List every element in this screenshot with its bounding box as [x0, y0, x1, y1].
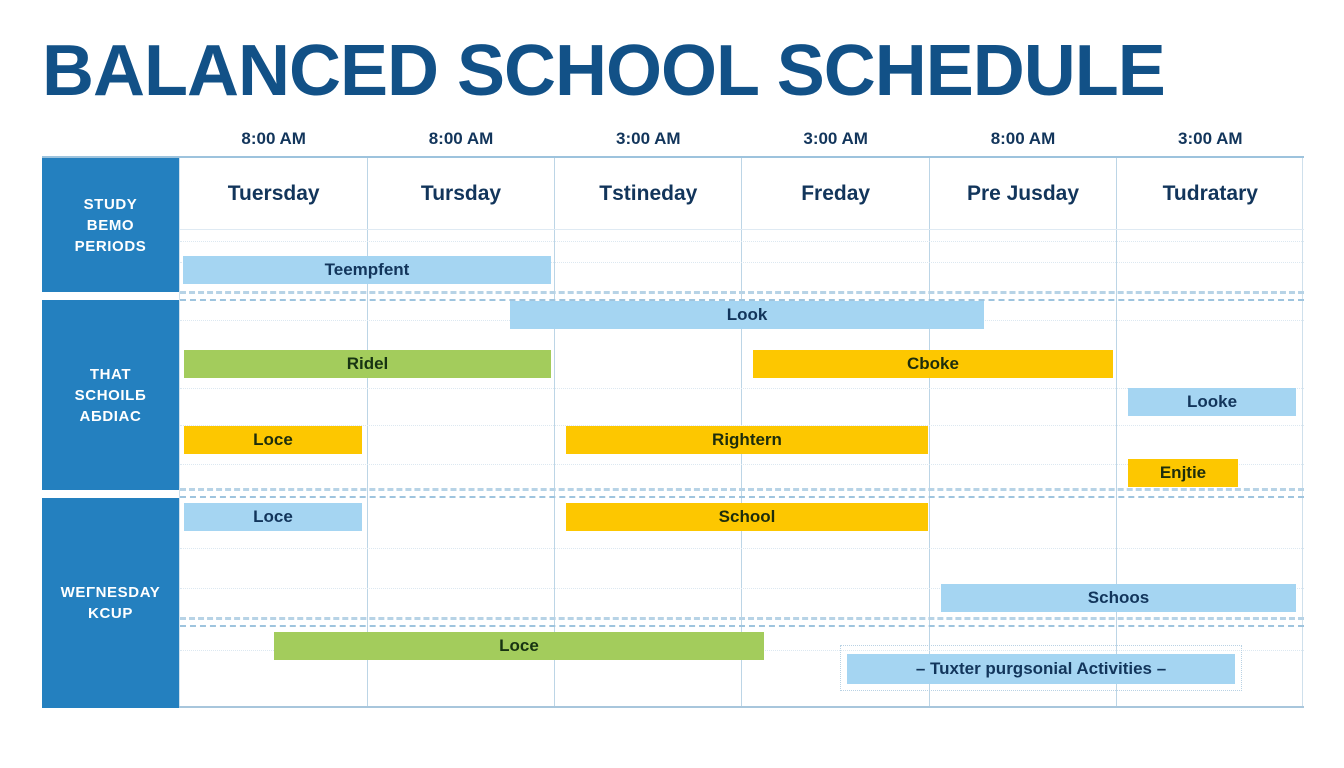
- time-label-1: 8:00 AM: [241, 129, 306, 148]
- day-header-row: [180, 158, 1304, 230]
- day-header-tuersday: Tuersday: [227, 182, 320, 205]
- slot-line-7: [180, 548, 1304, 549]
- row-label-study-bemo-periods[interactable]: [42, 158, 179, 292]
- time-label-6: 3:00 AM: [1178, 129, 1243, 148]
- time-label-2: 8:00 AM: [428, 129, 494, 148]
- time-header-row: [180, 126, 1304, 156]
- row-label-line: STUDY: [83, 195, 138, 213]
- schedule-grid: [42, 156, 1304, 708]
- event-bar-loce-row2b[interactable]: Loce: [274, 632, 764, 660]
- event-bar-rightern[interactable]: Rightern: [566, 426, 928, 454]
- band-separator-2a: [180, 488, 1304, 491]
- event-bar-look[interactable]: Look: [510, 301, 984, 329]
- day-header-tursday: Tursday: [420, 182, 502, 205]
- row-label-line: BEMO: [86, 216, 135, 234]
- event-bar-tuxter-personal-activities[interactable]: [840, 645, 1242, 691]
- slot-line-1: [180, 241, 1304, 242]
- day-header-freday: Freday: [801, 182, 871, 205]
- day-header-tudratary: Tudratary: [1162, 182, 1258, 205]
- page-title: BALANCED SCHOOL SCHEDULE: [42, 31, 1165, 111]
- row-label-line: WEΓNESDAY: [60, 584, 161, 601]
- row-label-that-schoil-abdiac[interactable]: [42, 300, 179, 490]
- row-label-line: SCHOILБ: [74, 386, 147, 404]
- event-bar-schoos[interactable]: Schoos: [941, 584, 1296, 612]
- event-bar-cboke[interactable]: Cboke: [753, 350, 1113, 378]
- band-separator-3a: [180, 617, 1304, 620]
- time-label-4: 3:00 AM: [803, 129, 868, 148]
- row-label-line: AБDIAC: [79, 407, 142, 425]
- event-bar-loce-row2[interactable]: Loce: [184, 503, 362, 531]
- event-bar-enjtie[interactable]: Enjtie: [1128, 459, 1238, 487]
- band-separator-2b: [180, 496, 1304, 498]
- row-label-wednesday-kcup[interactable]: [42, 498, 179, 708]
- event-bar-teempfent[interactable]: Teempfent: [183, 256, 551, 284]
- day-header-tstineday: Tѕtineday: [599, 182, 698, 205]
- event-bar-school[interactable]: School: [566, 503, 928, 531]
- row-label-line: THAT: [89, 365, 132, 383]
- row-label-line: PERIODS: [74, 237, 147, 255]
- event-bar-ridel[interactable]: Ridel: [184, 350, 551, 378]
- event-bar-loce-row1[interactable]: Loce: [184, 426, 362, 454]
- event-bar-looke[interactable]: Looke: [1128, 388, 1296, 416]
- time-label-3: 3:00 AM: [616, 129, 681, 148]
- time-label-5: 8:00 AM: [990, 129, 1056, 148]
- row-label-line: KCUP: [88, 605, 133, 622]
- band-separator-1a: [180, 291, 1304, 294]
- band-separator-3b: [180, 625, 1304, 627]
- day-header-prejusday: Pre Jusday: [966, 182, 1080, 205]
- event-bar-label: – Tuxter purgsonial Activities –: [847, 654, 1235, 684]
